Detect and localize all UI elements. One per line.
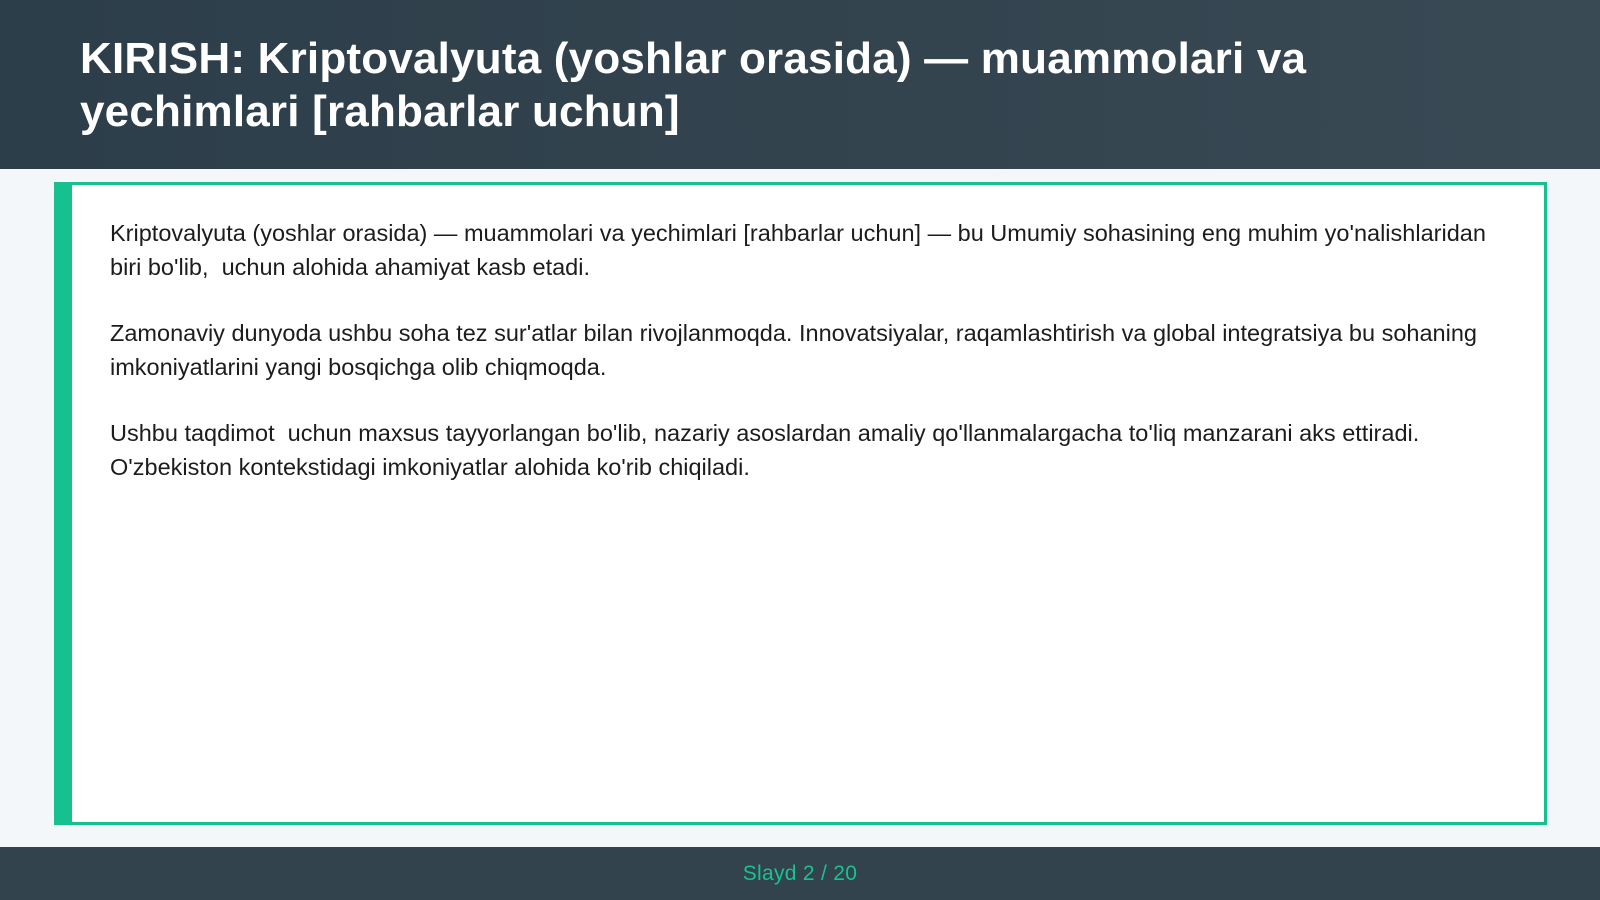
content-box (54, 182, 1547, 825)
intro-paragraph-3: Ushbu taqdimot uchun maxsus tayyorlangan bo'lib, nazariy asoslardan amaliy qo'llanmalargacha to'liq manzarani aks ettiradi. O'zbekiston kontekstidagi imkoniyatlar alohida ko'rib chiqiladi. (110, 420, 1426, 480)
slide-title: KIRISH: Kriptovalyuta (yoshlar orasida) — muammolari va yechimlari [rahbarlar uchun] (80, 34, 1307, 136)
slide-footer (0, 847, 1600, 900)
slide-counter: Slayd 2 / 20 (742, 861, 858, 885)
intro-paragraph-1: Kriptovalyuta (yoshlar orasida) — muammolari va yechimlari [rahbarlar uchun] — bu Umumiy sohasining eng muhim yo'nalishlaridan biri bo'lib, uchun alohida ahamiyat kasb etadi. (110, 220, 1493, 280)
slide-header (0, 0, 1600, 169)
intro-paragraph-2: Zamonaviy dunyoda ushbu soha tez sur'atlar bilan rivojlanmoqda. Innovatsiyalar, raqamlashtirish va global integratsiya bu sohaning imkoniyatlarini yangi bosqichga olib chiqmoqda. (110, 320, 1484, 380)
